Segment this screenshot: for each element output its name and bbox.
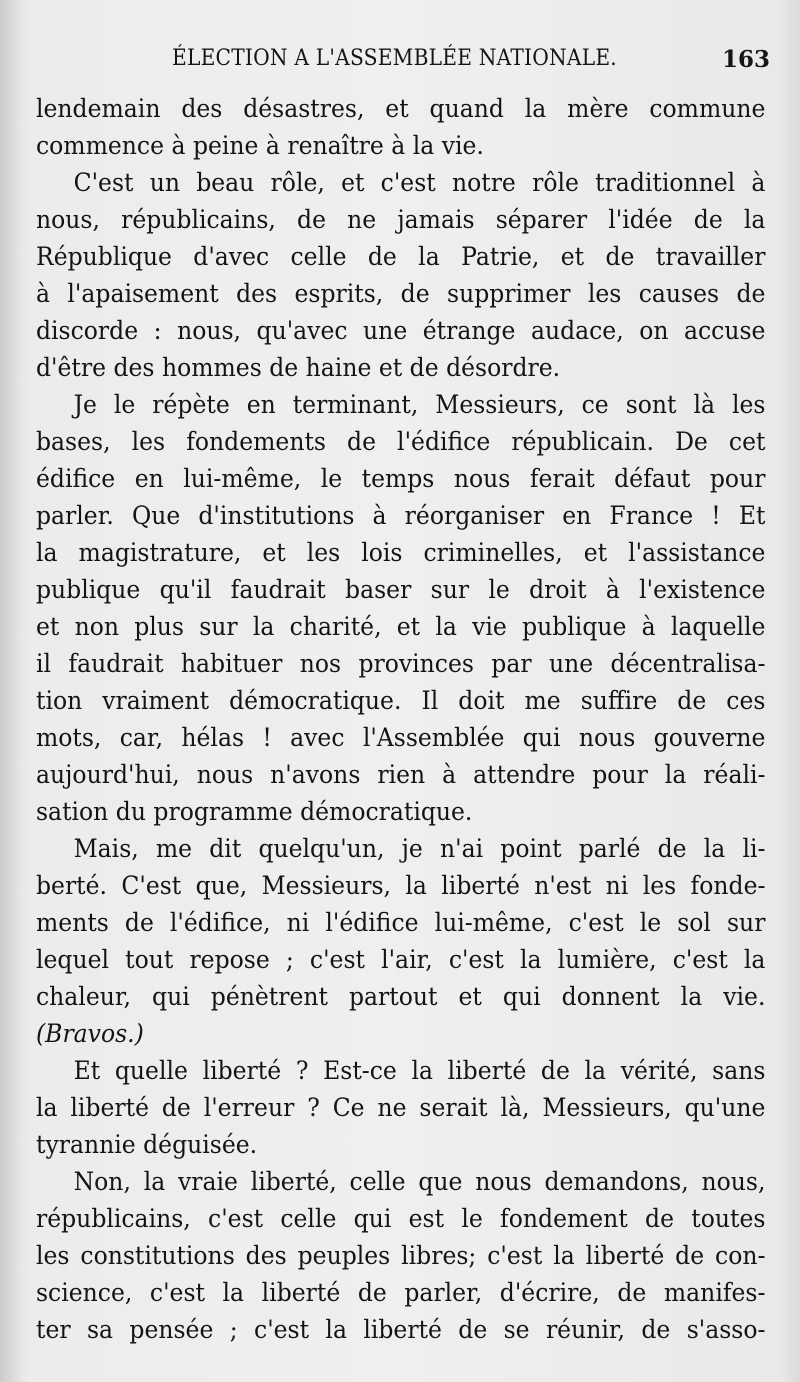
- page-header: [38, 46, 770, 80]
- text-line: lequel tout repose ; c'est l'air, c'est la lumière, c'est la: [36, 945, 766, 974]
- text-line: et non plus sur la charité, et la vie publique à laquelle: [36, 612, 766, 641]
- text-line: (Bravos.): [36, 1019, 144, 1048]
- text-line: aujourd'hui, nous n'avons rien à attendre pour la réali-: [36, 760, 766, 789]
- gutter-shadow: [0, 0, 22, 1382]
- text-line: nous, républicains, de ne jamais séparer l'idée de la: [36, 205, 766, 234]
- text-line: tion vraiment démocratique. Il doit me suffire de ces: [36, 686, 766, 715]
- text-line: chaleur, qui pénètrent partout et qui donnent la vie.: [36, 982, 766, 1011]
- text-line: à l'apaisement des esprits, de supprimer les causes de: [36, 279, 766, 308]
- body-text: [36, 90, 766, 1348]
- text-line: Je le répète en terminant, Messieurs, ce sont là les: [73, 390, 766, 419]
- text-line: républicains, c'est celle qui est le fondement de toutes: [36, 1204, 766, 1233]
- running-title: ÉLECTION A L'ASSEMBLÉE NATIONALE.: [172, 46, 617, 71]
- text-line: les constitutions des peuples libres; c'est la liberté de con-: [36, 1241, 766, 1270]
- text-line: d'être des hommes de haine et de désordre.: [36, 353, 561, 382]
- page-number: 163: [721, 46, 770, 73]
- text-line: science, c'est la liberté de parler, d'écrire, de manifes-: [36, 1278, 766, 1307]
- text-line: il faudrait habituer nos provinces par une décentralisa-: [36, 649, 766, 678]
- text-line: publique qu'il faudrait baser sur le droit à l'existence: [36, 575, 766, 604]
- text-line: édifice en lui-même, le temps nous ferait défaut pour: [36, 464, 766, 493]
- text-line: mots, car, hélas ! avec l'Assemblée qui nous gouverne: [36, 723, 766, 752]
- text-line: ter sa pensée ; c'est la liberté de se réunir, de s'asso-: [36, 1315, 766, 1344]
- text-line: commence à peine à renaître à la vie.: [36, 131, 484, 160]
- text-line: tyrannie déguisée.: [36, 1130, 258, 1159]
- text-line: Et quelle liberté ? Est-ce la liberté de la vérité, sans: [73, 1056, 766, 1085]
- text-line: Mais, me dit quelqu'un, je n'ai point parlé de la li-: [73, 834, 766, 863]
- text-line: discorde : nous, qu'avec une étrange audace, on accuse: [36, 316, 766, 345]
- text-line: berté. C'est que, Messieurs, la liberté n'est ni les fonde-: [36, 871, 766, 900]
- text-line: C'est un beau rôle, et c'est notre rôle traditionnel à: [73, 168, 766, 197]
- text-line: la magistrature, et les lois criminelles, et l'assistance: [36, 538, 766, 567]
- text-line: ments de l'édifice, ni l'édifice lui-même, c'est le sol sur: [36, 908, 766, 937]
- text-line: bases, les fondements de l'édifice républicain. De cet: [36, 427, 766, 456]
- text-line: sation du programme démocratique.: [36, 797, 473, 826]
- text-line: Non, la vraie liberté, celle que nous demandons, nous,: [73, 1167, 766, 1196]
- text-line: République d'avec celle de la Patrie, et de travailler: [36, 242, 766, 271]
- text-line: la liberté de l'erreur ? Ce ne serait là, Messieurs, qu'une: [36, 1093, 766, 1122]
- text-line: lendemain des désastres, et quand la mère commune: [36, 94, 766, 123]
- text-line: parler. Que d'institutions à réorganiser en France ! Et: [36, 501, 766, 530]
